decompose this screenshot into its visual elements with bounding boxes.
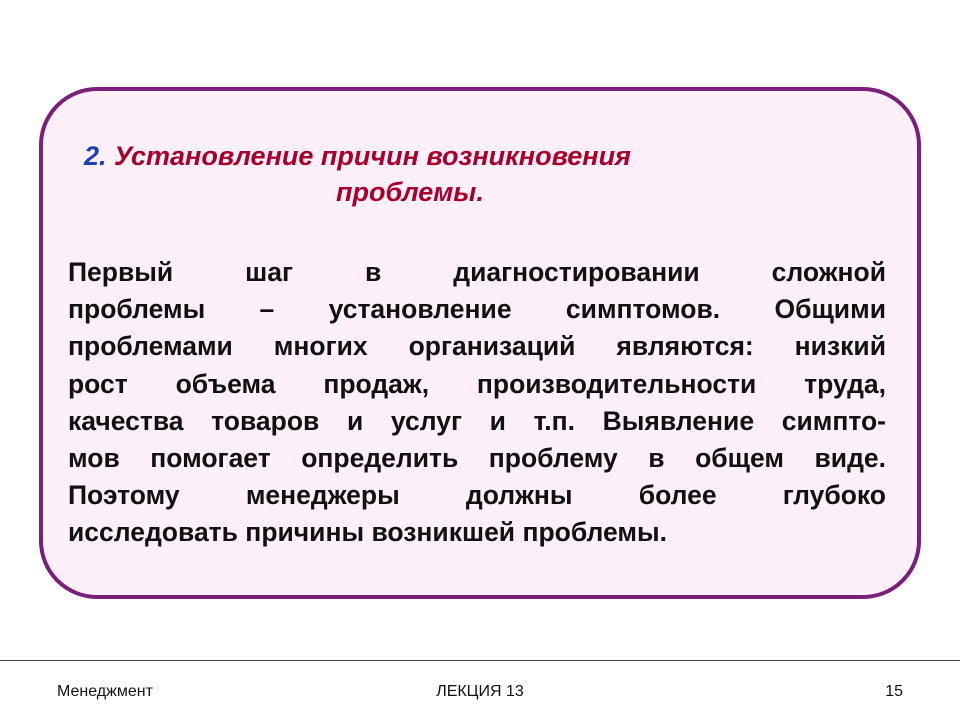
heading-number: 2. [84, 141, 107, 171]
body-line-3: проблемами многих организаций являются: низкий [68, 331, 886, 362]
body-line-4: рост объема продаж, производительности труда, [68, 368, 886, 399]
heading-line-2: проблемы. [336, 177, 484, 207]
slide-heading [84, 138, 804, 210]
body-line-6: мов помогает определить проблему в общем виде. [68, 443, 886, 474]
footer-page-number: 15 [885, 683, 903, 700]
body-line-7: Поэтому менеджеры должны более глубоко [68, 480, 886, 511]
heading-line-1: Установление причин возникновения [106, 141, 631, 171]
body-line-2: проблемы – установление симптомов. Общими [68, 294, 886, 325]
body-line-8: исследовать причины возникшей проблемы. [68, 517, 668, 548]
footer-divider [0, 660, 960, 661]
footer-course-name: Менеджмент [57, 683, 153, 700]
body-paragraph [68, 254, 886, 552]
footer-lecture-title: ЛЕКЦИЯ 13 [436, 683, 524, 700]
body-line-1: Первый шаг в диагностировании сложной [68, 257, 886, 287]
body-line-5: качества товаров и услуг и т.п. Выявление симпто- [68, 405, 886, 436]
